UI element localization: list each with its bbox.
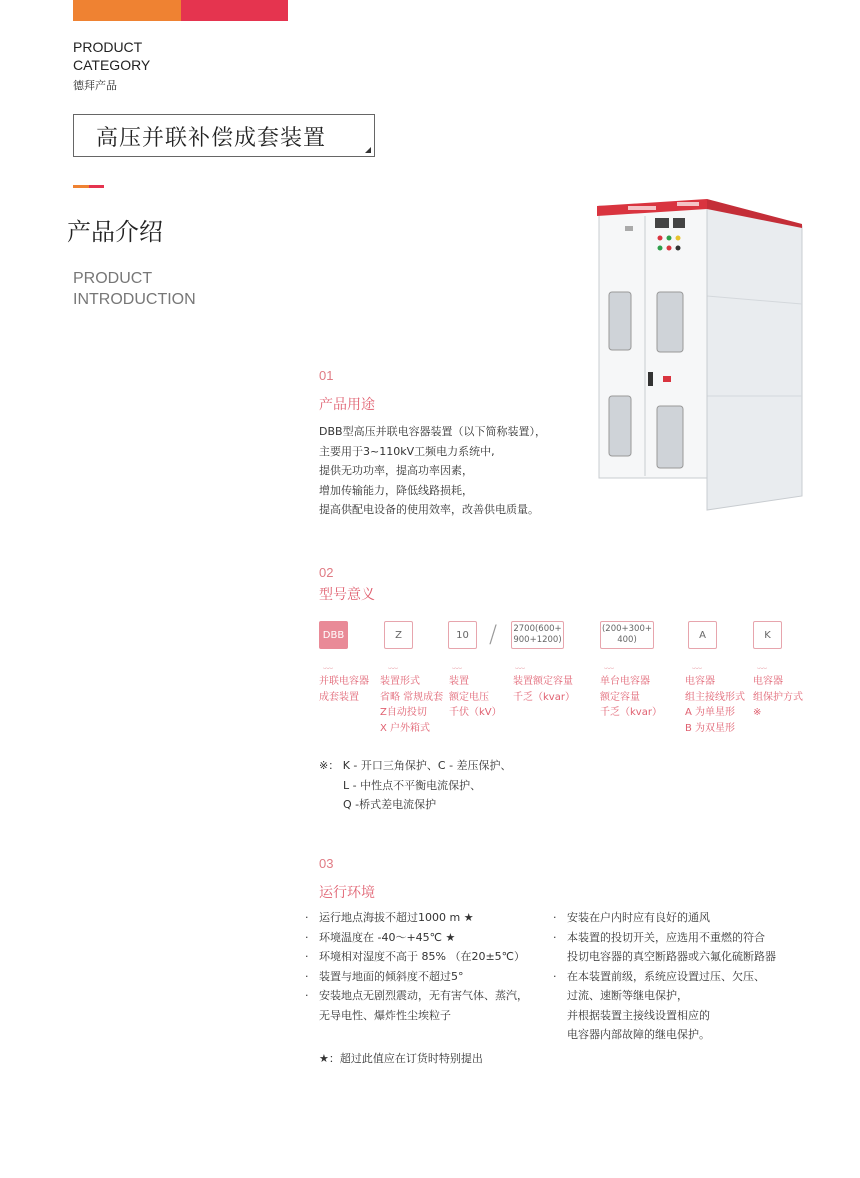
cabinet-image	[595, 196, 805, 511]
protection-note: ※： K - 开口三角保护、C - 差压保护、 L - 中性点不平衡电流保护、 Q -桥式差电流保护	[319, 759, 512, 811]
model-desc-5: 单台电容器 额定容量 千乏（kvar）	[600, 676, 662, 718]
list-item: · 装置与地面的倾斜度不超过5°	[305, 969, 464, 983]
model-box-10: 10	[448, 621, 477, 649]
model-box-unit-capacity: (200+300+ 400)	[600, 621, 654, 649]
section1-body	[319, 422, 599, 520]
model-box-a: A	[688, 621, 717, 649]
model-desc-1: 并联电容器 成套装置	[319, 676, 369, 703]
footnote: ★：超过此值应在订货时特别提出	[319, 1052, 483, 1065]
list-item: · 安装在户内时应有良好的通风	[553, 911, 710, 924]
list-item: · 环境温度在 -40～+45℃ ★	[305, 930, 456, 944]
section1-line: 主要用于3~110kV工频电力系统中,	[319, 444, 495, 458]
model-desc-4: 装置额定容量 千乏（kvar）	[513, 676, 575, 703]
model-box-capacity: 2700(600+ 900+1200)	[511, 621, 564, 649]
model-desc-2: 装置形式 省略 常规成套 Z自动投切 X 户外箱式	[380, 676, 444, 734]
list-item: · 本装置的投切开关，应选用不重燃的符合	[553, 930, 765, 944]
tilde: ﹏	[692, 660, 702, 671]
corner-triangle-icon	[365, 147, 371, 153]
product-title-box	[73, 114, 375, 157]
model-desc-6: 电容器 组主接线形式 A 为单星形 B 为双星形	[685, 676, 745, 734]
list-item: 无导电性、爆炸性尘埃粒子	[319, 1008, 451, 1022]
model-box-k: K	[753, 621, 782, 649]
category-en-line1: PRODUCT	[73, 39, 143, 55]
list-item: · 环境相对湿度不高于 85% （在20±5℃）	[305, 950, 526, 963]
list-item: 电容器内部故障的继电保护。	[567, 1028, 710, 1041]
model-slash: /	[489, 620, 498, 648]
section1-line: 增加传输能力，降低线路损耗，	[319, 483, 473, 497]
tilde: ﹏	[757, 660, 767, 671]
section2-num: 02	[319, 565, 334, 580]
section1-line: 提高供配电设备的使用效率，改善供电质量。	[319, 503, 539, 516]
top-bar-orange	[73, 0, 181, 21]
model-box-dbb: DBB	[319, 621, 348, 649]
tilde: ﹏	[515, 660, 525, 671]
section1-line: 提供无功功率，提高功率因素，	[319, 464, 473, 477]
model-box-z: Z	[384, 621, 413, 649]
top-bar-red	[181, 0, 288, 21]
intro-title-en-line1: PRODUCT	[73, 270, 153, 287]
accent-line	[73, 185, 104, 188]
section1-title: 产品用途	[319, 397, 375, 413]
list-item: · 运行地点海拔不超过1000 m ★	[305, 911, 474, 924]
category-en-line2: CATEGORY	[73, 57, 151, 73]
section3-num: 03	[319, 856, 334, 871]
product-title: 高压并联补偿成套装置	[96, 126, 327, 151]
tilde: ﹏	[323, 660, 333, 671]
intro-title-en	[73, 268, 196, 310]
category-cn: 德拜产品	[73, 79, 117, 92]
list-item: · 安装地点无剧烈震动，无有害气体、蒸汽，	[305, 989, 528, 1002]
section2-title: 型号意义	[319, 587, 375, 603]
tilde: ﹏	[604, 660, 614, 671]
list-item: 投切电容器的真空断路器或六氟化硫断路器	[567, 950, 776, 963]
tilde: ﹏	[388, 660, 398, 671]
model-desc-3: 装置 额定电压 千伏（kV）	[449, 676, 502, 718]
intro-title-en-line2: INTRODUCTION	[73, 291, 196, 308]
section3-title: 运行环境	[319, 885, 375, 901]
env-list-right	[553, 908, 853, 1045]
category-en	[73, 38, 150, 74]
env-list-left	[305, 908, 555, 1025]
model-desc-7: 电容器 组保护方式 ※	[753, 676, 803, 718]
list-item: 并根据装置主接线设置相应的	[567, 1008, 710, 1022]
section1-num: 01	[319, 368, 334, 383]
list-item: · 在本装置前级，系统应设置过压、欠压、	[553, 969, 765, 983]
list-item: 过流、速断等继电保护，	[567, 989, 688, 1002]
tilde: ﹏	[452, 660, 462, 671]
section1-line: DBB型高压并联电容器装置（以下简称装置），	[319, 425, 547, 438]
intro-title-cn: 产品介绍	[67, 218, 163, 246]
